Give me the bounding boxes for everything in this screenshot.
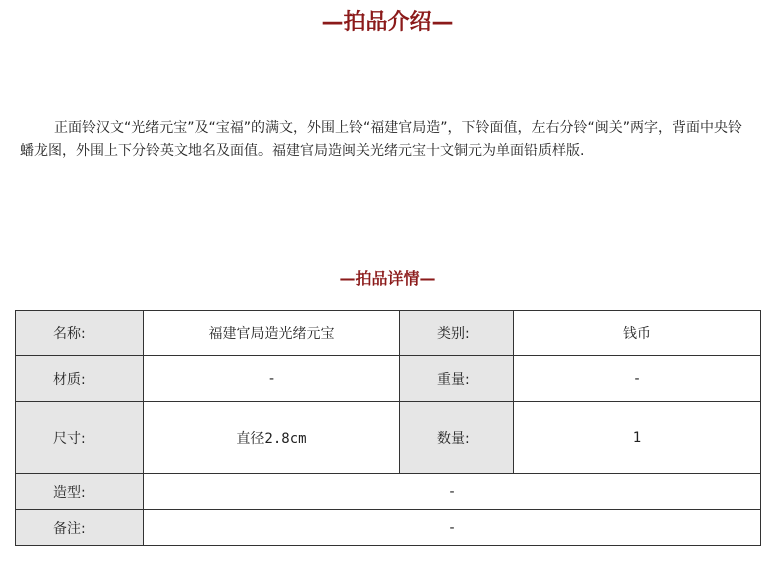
name-label: 名称:: [16, 311, 144, 356]
remark-label: 备注:: [16, 510, 144, 546]
weight-value: -: [514, 356, 761, 402]
table-row: [16, 311, 761, 356]
shape-value: -: [144, 474, 761, 510]
weight-label: 重量:: [400, 356, 514, 402]
details-table: [15, 310, 761, 546]
size-value: 直径2.8cm: [144, 402, 400, 474]
size-label: 尺寸:: [16, 402, 144, 474]
table-row: [16, 510, 761, 546]
category-label: 类别:: [400, 311, 514, 356]
intro-section-title: —拍品介绍—: [321, 10, 454, 35]
name-value: 福建官局造光绪元宝: [144, 311, 400, 356]
quantity-value: 1: [514, 402, 761, 474]
details-section-title: —拍品详情—: [339, 269, 436, 288]
table-row: [16, 474, 761, 510]
material-label: 材质:: [16, 356, 144, 402]
material-value: -: [144, 356, 400, 402]
table-row: [16, 356, 761, 402]
shape-label: 造型:: [16, 474, 144, 510]
category-value: 钱币: [514, 311, 761, 356]
table-row: [16, 402, 761, 474]
intro-description: 正面铃汉文“光绪元宝”及“宝福”的满文，外围上铃“福建官局造”，下铃面值，左右分铃“闽关”两字，背面中央铃蟠龙图，外围上下分铃英文地名及面值。福建官局造闽关光绪元宝十文铜元为单面铅质样版.: [20, 120, 743, 159]
quantity-label: 数量:: [400, 402, 514, 474]
remark-value: -: [144, 510, 761, 546]
